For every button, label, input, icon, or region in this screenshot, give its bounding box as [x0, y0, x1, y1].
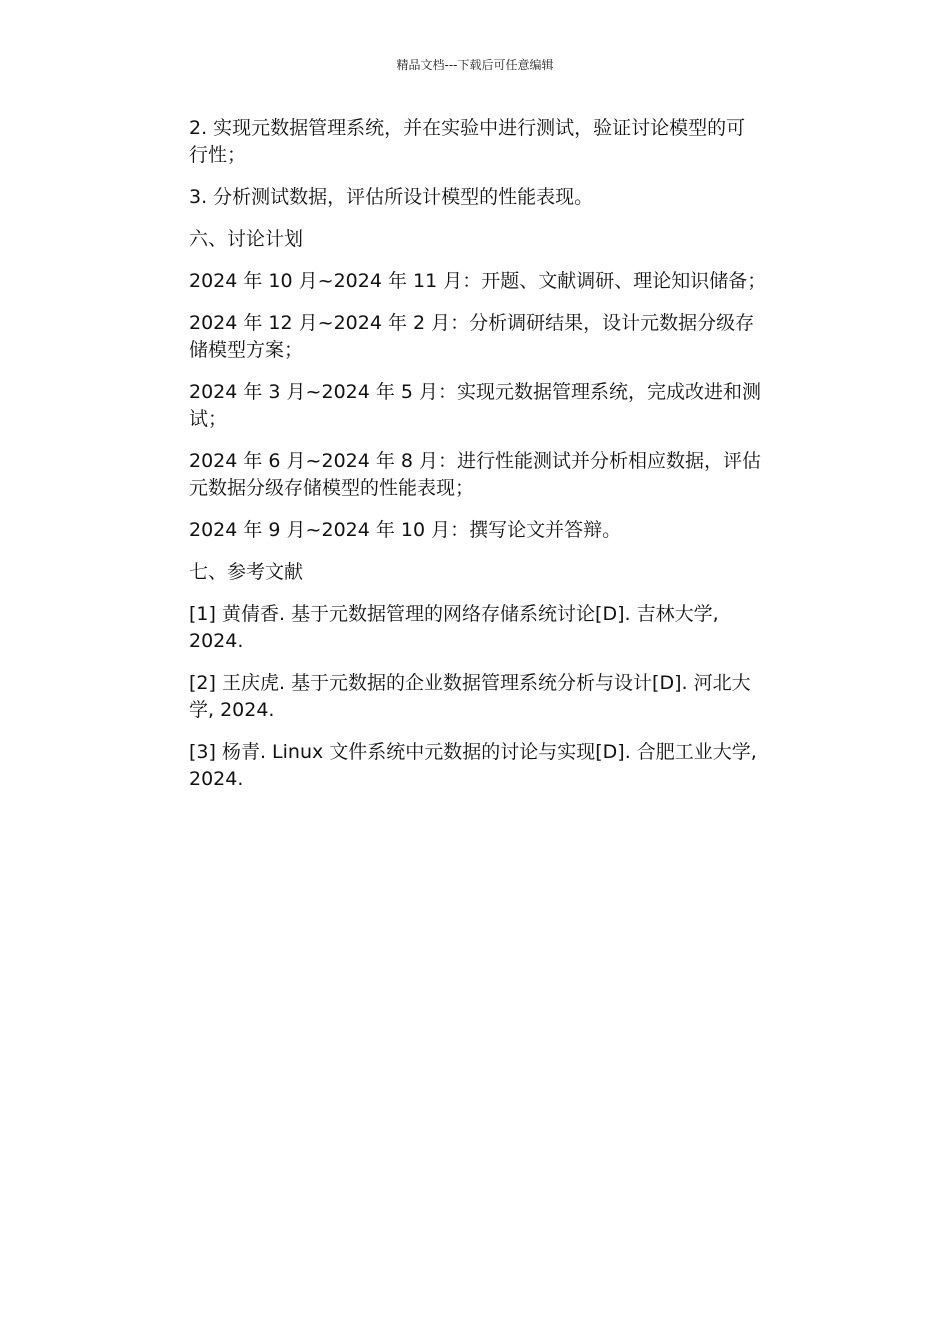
section-heading-plan — [144, 226, 808, 253]
section-heading-references — [144, 559, 808, 586]
text-line: 2024. — [189, 630, 244, 652]
page-header: 精品文档---下载后可任意编辑 — [396, 58, 554, 72]
document-body — [144, 115, 808, 808]
schedule-item-1 — [144, 268, 808, 295]
text-line: 元数据分级存储模型的性能表现； — [189, 477, 475, 499]
text-line: 2. 实现元数据管理系统，并在实验中进行测试，验证讨论模型的可 — [189, 117, 746, 139]
reference-item-1 — [144, 601, 808, 655]
schedule-item-4 — [144, 448, 808, 502]
text-line: 学, 2024. — [189, 699, 275, 721]
paragraph-item-3 — [144, 184, 808, 211]
text-line: [3] 杨青. Linux 文件系统中元数据的讨论与实现[D]. 合肥工业大学, — [189, 741, 757, 763]
text-line: 2024 年 9 月~2024 年 10 月：撰写论文并答辩。 — [189, 519, 622, 541]
text-line: 七、参考文献 — [189, 561, 304, 583]
reference-item-3 — [144, 739, 808, 793]
schedule-item-3 — [144, 379, 808, 433]
reference-item-2 — [144, 670, 808, 724]
schedule-item-2 — [144, 310, 808, 364]
text-line: 行性； — [189, 144, 247, 166]
text-line: 2024 年 3 月~2024 年 5 月：实现元数据管理系统，完成改进和测 — [189, 381, 762, 403]
text-line: 3. 分析测试数据，评估所设计模型的性能表现。 — [189, 186, 594, 208]
text-line: [1] 黄倩香. 基于元数据管理的网络存储系统讨论[D]. 吉林大学, — [189, 603, 719, 625]
text-line: 2024 年 12 月~2024 年 2 月：分析调研结果，设计元数据分级存 — [189, 312, 755, 334]
text-line: 2024 年 10 月~2024 年 11 月：开题、文献调研、理论知识储备； — [189, 270, 767, 292]
text-line: [2] 王庆虎. 基于元数据的企业数据管理系统分析与设计[D]. 河北大 — [189, 672, 751, 694]
text-line: 储模型方案； — [189, 339, 304, 361]
text-line: 六、讨论计划 — [189, 228, 304, 250]
paragraph-item-2 — [144, 115, 808, 169]
text-line: 2024. — [189, 768, 244, 790]
text-line: 2024 年 6 月~2024 年 8 月：进行性能测试并分析相应数据，评估 — [189, 450, 762, 472]
text-line: 试； — [189, 408, 228, 430]
schedule-item-5 — [144, 517, 808, 544]
